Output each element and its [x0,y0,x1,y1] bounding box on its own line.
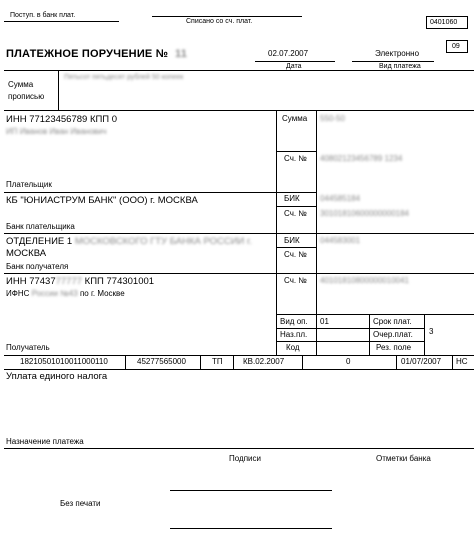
recipient-name-prefix: ИФНС [6,289,30,298]
recipient-inn-prefix: ИНН 77437 [6,276,56,287]
term-label: Срок плат. [373,317,412,326]
recipient-account-value: 40101810800000010041 [320,276,409,285]
payer-bank-bottom-line [4,233,474,234]
amount-words-value: Пятьсот пятьдесят рублей 50 копеек [64,74,184,81]
tax-div-5 [396,355,397,369]
tax-bottom-line [4,369,474,370]
payer-bank-name: КБ "ЮНИАСТРУМ БАНК" (ООО) г. МОСКВА [6,195,198,206]
payer-bank-account-label: Сч. № [284,209,307,218]
tax-type: НС [456,357,468,366]
recipient-bank-name-plain: ОТДЕЛЕНИЕ 1 [6,236,73,247]
recipient-inn-kpp [6,277,154,287]
tax-div-3 [233,355,234,369]
tax-basis: ТП [212,357,223,366]
purpose-code-label: Наз.пл. [280,330,308,339]
recipient-bank-bik-value: 044583001 [320,236,361,245]
order-label: Очер.плат. [373,330,413,339]
codes-top-line [276,314,474,315]
grid-col-3 [369,314,370,355]
tax-doc-number: 0 [346,357,351,366]
payer-name: ИП Иванов Иван Иванович [6,127,107,136]
amount-words-label-2: прописью [8,92,45,101]
recipient-bank-bottom-line [4,273,474,274]
codes-row1-line [276,328,424,329]
doc-title: ПЛАТЕЖНОЕ ПОРУЧЕНИЕ № [6,48,169,60]
payer-sum-value: 550-50 [320,114,345,123]
payer-inn-kpp: ИНН 77123456789 КПП 0 [6,114,118,125]
payer-label: Плательщик [6,180,52,189]
recipient-bank-name-line1 [6,237,252,247]
tax-kbk: 18210501010011000110 [20,357,108,366]
payment-kind-line [352,61,434,62]
recipient-name [6,290,125,298]
signature-line-2 [170,528,332,529]
recipient-bank-account-label: Сч. № [284,250,307,259]
tax-div-6 [452,355,453,369]
op-type-label: Вид оп. [280,317,308,326]
debited-line [152,16,302,17]
payer-bottom-line [4,192,316,193]
recipient-bank-label: Банк получателя [6,262,69,271]
codes-row2-line [276,341,424,342]
bank-marks-label: Отметки банка [376,454,431,463]
amount-words-divider [58,70,59,110]
recipient-bank-name-blur: МОСКОВСКОГО ГТУ БАНКА РОССИИ г. [74,236,252,247]
tax-period: КВ.02.2007 [243,357,285,366]
payer-account-value: 40802123456789 1234 [320,154,403,163]
payer-bank-bik-value: 044585184 [320,194,361,203]
date-label: Дата [286,63,302,70]
tax-div-4 [302,355,303,369]
sum-bottom-line [276,151,316,152]
recipient-bank-bik-label: БИК [284,236,300,245]
stamp-label: Без печати [60,499,101,508]
recipient-label: Получатель [6,343,50,352]
purpose-bottom-line [4,448,474,449]
recipient-bottom-line [4,355,474,356]
recipient-inn-blur: 77777 [55,276,83,287]
signature-line-1 [170,490,332,491]
payer-sum-label: Сумма [282,114,308,123]
tax-doc-date: 01/07/2007 [401,357,442,366]
amount-words-label-1: Сумма [8,80,34,89]
recipient-name-suffix: по г. Москве [79,289,125,298]
payer-account-label: Сч. № [284,154,307,163]
date-line [255,61,335,62]
payer-bank-label: Банк плательщика [6,222,75,231]
payment-kind-label: Вид платежа [379,63,421,70]
received-label: Поступ. в банк плат. [10,12,76,19]
amount-words-top-line [4,70,474,71]
status-code: 09 [452,43,460,50]
signatures-label: Подписи [229,454,261,463]
reserve-label: Рез. поле [376,343,412,352]
code-label: Код [286,343,300,352]
recipient-bank-bik-line [276,247,316,248]
doc-date: 02.07.2007 [268,49,309,58]
payment-kind: Электронно [375,49,420,58]
tax-oktmo: 45277565000 [137,357,186,366]
payer-bank-bik-line [276,206,316,207]
form-code: 0401060 [430,19,458,26]
purpose-label: Назначение платежа [6,437,84,446]
recipient-bank-name-line2: МОСКВА [6,248,47,259]
order-value: 3 [429,327,434,336]
grid-col-4 [424,314,425,355]
payer-bank-bik-label: БИК [284,194,300,203]
received-line [4,21,119,22]
amount-words-bottom-line [4,110,474,111]
debited-label: Списано со сч. плат. [186,18,253,25]
tax-div-1 [125,355,126,369]
purpose-text: Уплата единого налога [6,371,108,382]
tax-div-2 [200,355,201,369]
doc-number: 11 [175,48,188,60]
payer-bank-account-value: 30101810600000000184 [320,209,409,218]
recipient-kpp: КПП 774301001 [84,276,155,287]
recipient-name-blur: России №43 [31,289,78,298]
recipient-account-label: Сч. № [284,276,307,285]
op-type-value: 01 [320,317,329,326]
